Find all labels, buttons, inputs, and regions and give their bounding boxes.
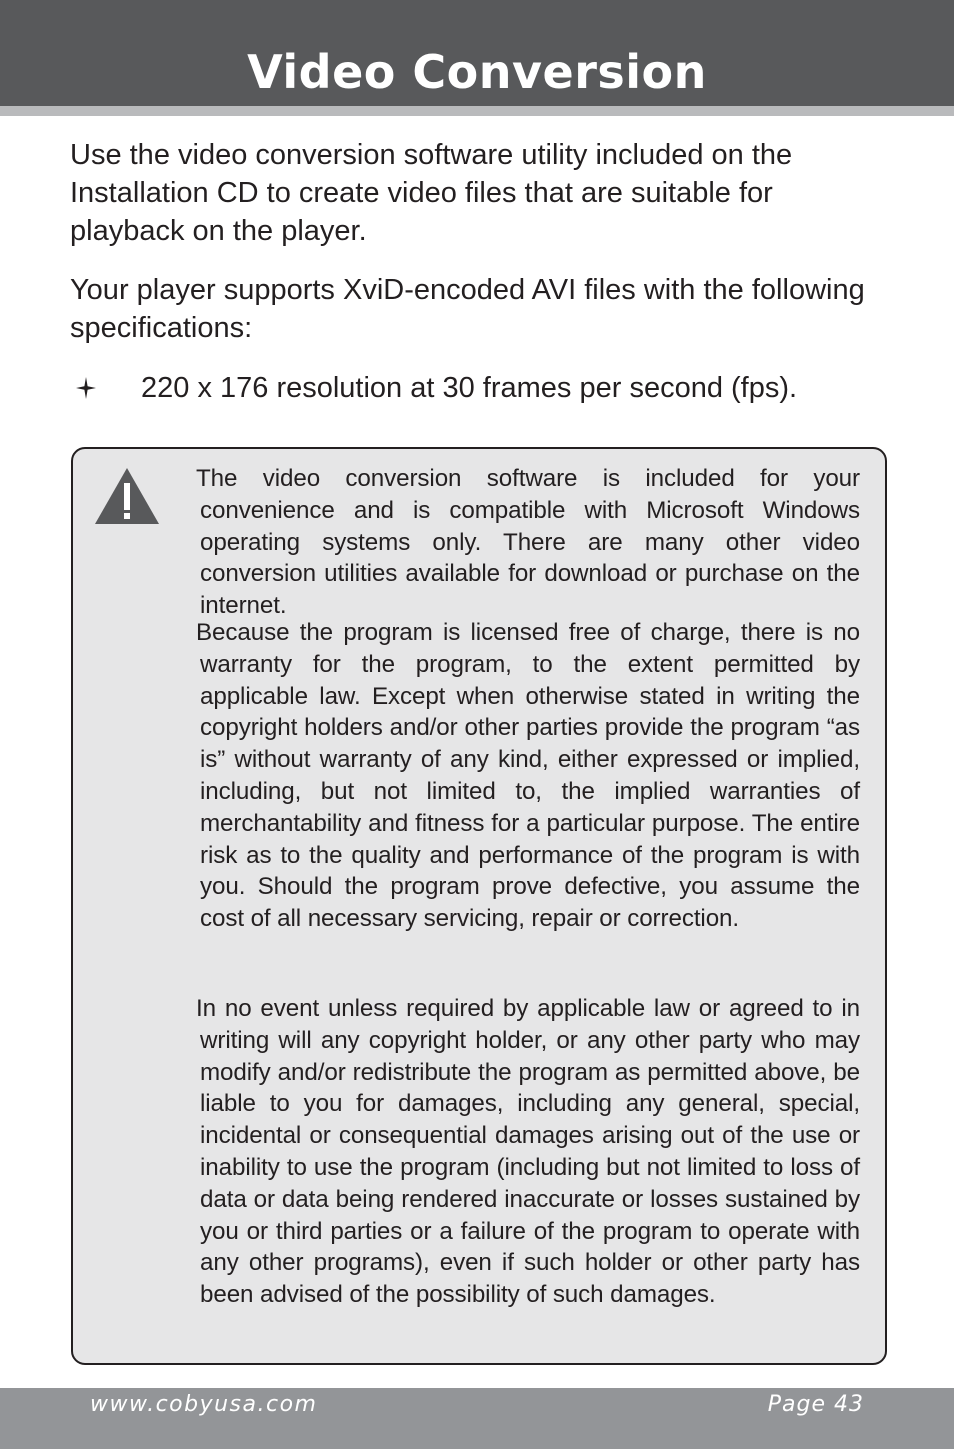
page-title: Video Conversion	[247, 45, 707, 99]
header-rule	[0, 106, 954, 116]
intro-paragraph-1	[70, 136, 890, 250]
note-paragraph-2	[196, 617, 860, 935]
four-point-star-bullet-icon	[76, 369, 96, 409]
intro-paragraph-2	[70, 271, 890, 347]
note-text-3: In no event unless required by applicable law or agreed to in writing will any copyright holder, or any other party who may modify and/or redistribute the program as permitted above, be liable to you for damages, including any general, special, incidental or consequential damages arising out of the use or inability to use the program (including but not limited to loss of data or data being rendered inaccurate or losses sustained by you or third parties or a failure of the program to operate with any other programs), even if such holder or other party has been advised of the possibility of such damages.	[196, 995, 860, 1309]
page-number: Page 43	[767, 1392, 864, 1417]
note-text-1: The video conversion software is included for your convenience and is compatible with Microsoft Windows operating systems only. There are many other video conversion utilities available for download or purchase on the internet.	[196, 465, 860, 620]
note-paragraph-3	[196, 993, 860, 1311]
note-paragraph-1	[196, 463, 860, 622]
warning-triangle-icon	[94, 466, 160, 526]
intro-text-2: Your player supports XviD-encoded AVI files with the following specifications:	[70, 274, 865, 344]
intro-text-1: Use the video conversion software utility included on the Installation CD to create video files that are suitable for playback on the player.	[70, 139, 793, 247]
spec-text: 220 x 176 resolution at 30 frames per second (fps).	[141, 372, 798, 404]
note-text-2: Because the program is licensed free of charge, there is no warranty for the program, to the extent permitted by applicable law. Except when otherwise stated in writing the copyright holders and/or other parties provide the program “as is” without warranty of any kind, either expressed or implied, including, but not limited to, the implied warranties of merchantability and fitness for a particular purpose. The entire risk as to the quality and performance of the program is with you. Should the program prove defective, you assume the cost of all necessary servicing, repair or correction.	[196, 619, 860, 933]
footer-url: www.cobyusa.com	[90, 1392, 318, 1417]
